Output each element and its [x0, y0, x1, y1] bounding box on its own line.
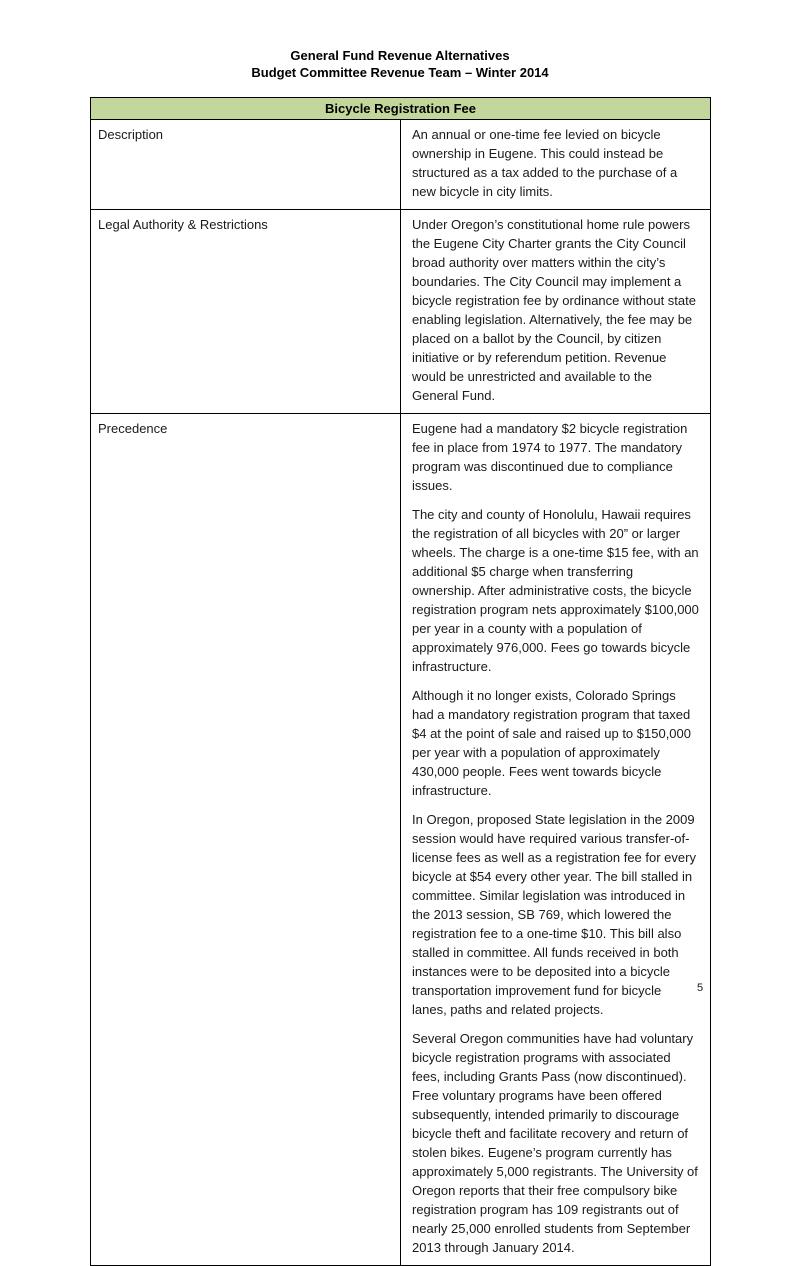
- row-label: Precedence: [91, 414, 401, 1266]
- table-row: [91, 120, 711, 210]
- paragraph: Eugene had a mandatory $2 bicycle registration fee in place from 1974 to 1977. The mandatory program was discontinued due to compliance issues.: [412, 421, 688, 493]
- paragraph: The city and county of Honolulu, Hawaii requires the registration of all bicycles with 20” or larger wheels. The charge is a one-time $15 fee, with an additional $5 charge when transferring ownership. After administrative costs, the bicycle registration program nets approximately $100,000 per year in a county with a population of approximately 976,000. Fees go towards bicycle infrastructure.: [412, 507, 699, 674]
- bicycle-registration-fee-table: [90, 97, 711, 1266]
- table-body: [91, 120, 711, 1266]
- row-content: [401, 414, 711, 1266]
- page-number: 5: [696, 982, 704, 994]
- table-header-row: [91, 98, 711, 120]
- document-title-block: [0, 0, 800, 81]
- table-header-title: Bicycle Registration Fee: [91, 98, 711, 120]
- table-row: [91, 414, 711, 1266]
- paragraph: Several Oregon communities have had voluntary bicycle registration programs with associated fees, including Grants Pass (now discontinued). Free voluntary programs have been offered subsequently, intended primarily to discourage bicycle theft and facilitate recovery and return of stolen bikes. Eugene’s program currently has approximately 5,000 registrants. The University of Oregon reports that their free compulsory bike registration program has 109 registrants out of nearly 25,000 enrolled students from September 2013 through January 2014.: [412, 1031, 698, 1255]
- document-title-line1: General Fund Revenue Alternatives: [290, 48, 510, 63]
- table-row: [91, 210, 711, 414]
- paragraph: Under Oregon’s constitutional home rule powers the Eugene City Charter grants the City Council broad authority over matters within the city’s boundaries. The City Council may implement a bicycle registration fee by ordinance without state enabling legislation. Alternatively, the fee may be placed on a ballot by the Council, by citizen initiative or by referendum petition. Revenue would be unrestricted and available to the General Fund.: [412, 217, 696, 403]
- paragraph: In Oregon, proposed State legislation in the 2009 session would have required various transfer-of-license fees as well as a registration fee for every bicycle at $54 every other year. The bill stalled in committee. Similar legislation was introduced in the 2013 session, SB 769, which lowered the registration fee to a one-time $10. This bill also stalled in committee. All funds received in both instances were to be deposited into a bicycle transportation improvement fund for bicycle lanes, paths and related projects.: [412, 812, 696, 1017]
- row-content: [401, 120, 711, 210]
- row-content: [401, 210, 711, 414]
- paragraph: Although it no longer exists, Colorado Springs had a mandatory registration program that taxed $4 at the point of sale and raised up to $150,000 per year with a population of approximately 430,000 people. Fees went towards bicycle infrastructure.: [412, 688, 691, 798]
- document-title-line2: Budget Committee Revenue Team – Winter 2014: [251, 65, 549, 80]
- paragraph: An annual or one-time fee levied on bicycle ownership in Eugene. This could instead be structured as a tax added to the purchase of a new bicycle in city limits.: [412, 127, 678, 199]
- row-label: Legal Authority & Restrictions: [91, 210, 401, 414]
- row-label: Description: [91, 120, 401, 210]
